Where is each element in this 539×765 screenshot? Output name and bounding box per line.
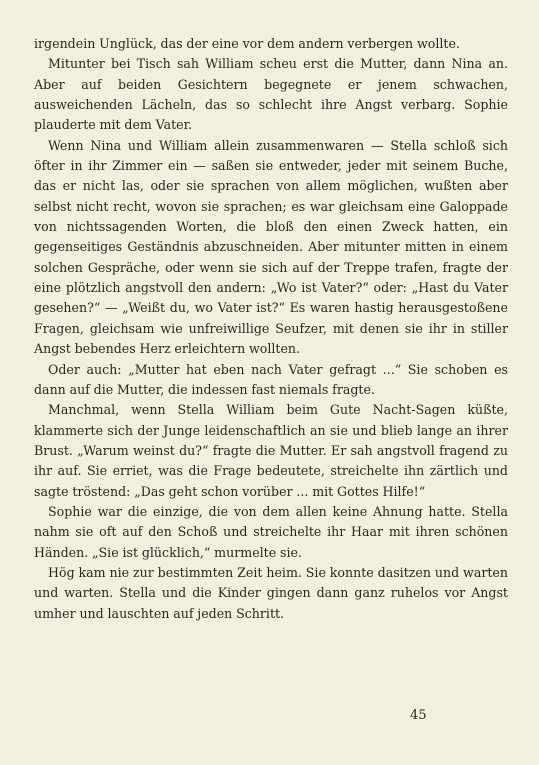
paragraph-5: Manchmal, wenn Stella William beim Gute Nacht-Sagen küßte, klammerte sich der Junge leidenschaftlich an sie und blieb lange an ihrer Brust. „Warum weinst du?“ fragte die Mutter. Er sah angstvoll fragend zu ihr auf. Sie erriet, was die Frage bedeutete, streichelte ihn zärtlich und sagte tröstend: „Das geht schon vorüber ... mit Gottes Hilfe!“ — [34, 402, 508, 499]
paragraph-4: Oder auch: „Mutter hat eben nach Vater gefragt ...“ Sie schoben es dann auf die Mutter, die indessen fast niemals fragte. — [34, 361, 508, 397]
paragraph-6: Sophie war die einzige, die von dem allen keine Ahnung hatte. Stella nahm sie oft auf den Schoß und streichelte ihr Haar mit ihren schönen Händen. „Sie ist glücklich,“ murmelte sie. — [34, 503, 508, 560]
paragraph-2: Mitunter bei Tisch sah William scheu erst die Mutter, dann Nina an. Aber auf beiden Gesichtern begegnete er jenem schwachen, ausweichenden Lächeln, das so schlecht ihre Angst verbarg. Sophie plauderte mit dem Vater. — [34, 56, 508, 133]
body-text — [34, 34, 508, 624]
page-number: 45 — [410, 708, 427, 723]
paragraph-7: Hög kam nie zur bestimmten Zeit heim. Sie konnte dasitzen und warten und warten. Stella und die Kinder gingen dann ganz ruhelos vor Angst umher und lauschten auf jeden Schritt. — [34, 564, 508, 621]
paragraph-1: irgendein Unglück, das der eine vor dem andern verbergen wollte. — [34, 36, 460, 51]
paragraph-3: Wenn Nina und William allein zusammenwaren — Stella schloß sich öfter in ihr Zimmer ein — saßen sie entweder, jeder mit seinem Buche, das er nicht las, oder sie sprachen von allem möglichen, wußten aber selbst nicht recht, wovon sie sprachen; es war gleichsam eine Galoppade von nichtssagenden Worten, die bloß den einen Zweck hatten, ein gegenseitiges Geständnis abzuschneiden. Aber mitunter mitten in einem solchen Gespräche, oder wenn sie sich auf der Treppe trafen, fragte der eine plötzlich angstvoll den andern: „Wo ist Vater?“ oder: „Hast du Vater gesehen?“ — „Weißt du, wo Vater ist?“ Es waren hastig herausgestoßene Fragen, gleichsam wie unfreiwillige Seufzer, mit denen sie ihr in stiller Angst bebendes Herz erleichtern wollten. — [34, 137, 508, 357]
